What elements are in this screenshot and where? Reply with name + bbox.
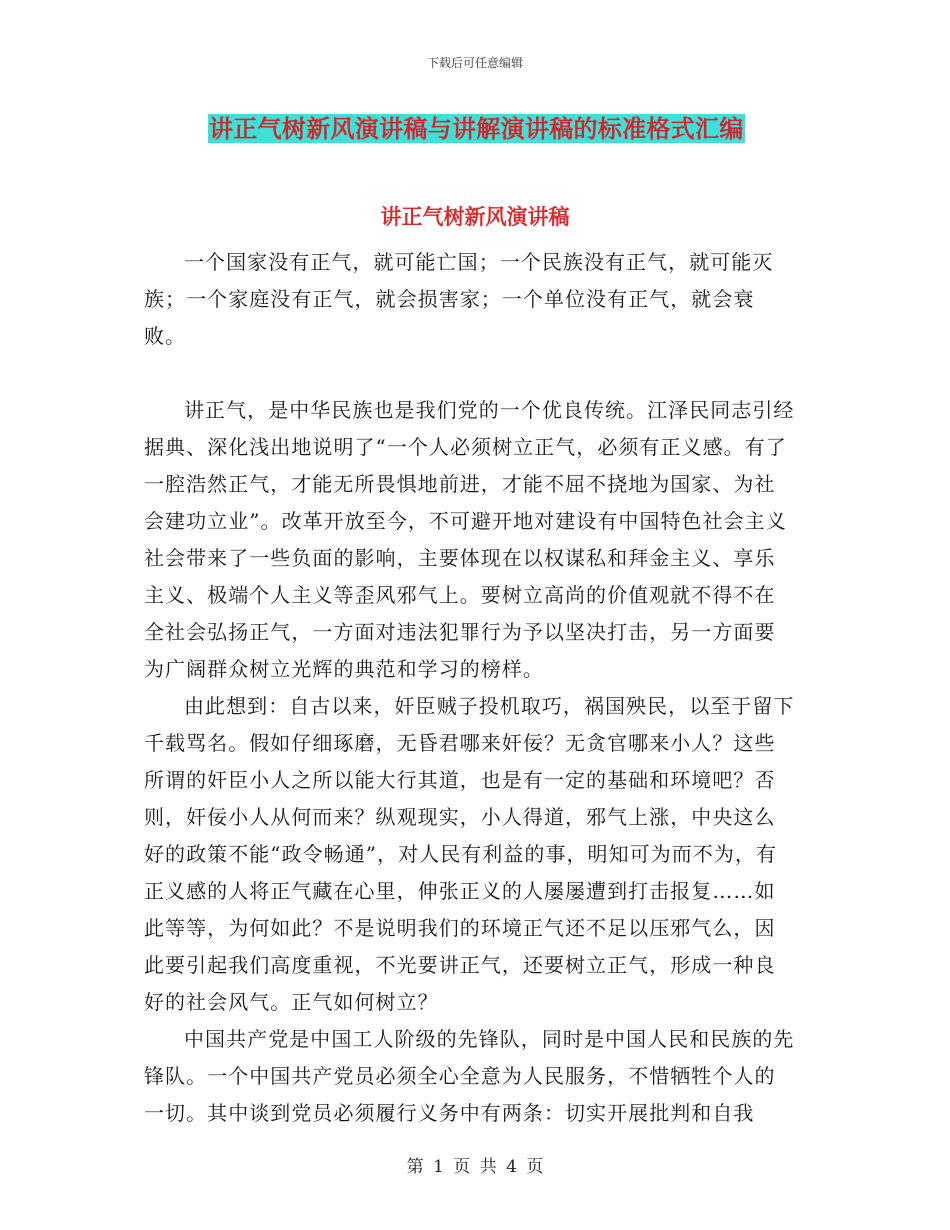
paragraph: 一个国家没有正气，就可能亡国；一个民族没有正气，就可能灭族；一个家庭没有正气，就会损害家；一个单位没有正气，就会衰败。 xyxy=(144,250,774,348)
header-note: 下载后可任意编辑 xyxy=(426,56,523,70)
paragraph: 讲正气，是中华民族也是我们党的一个优良传统。江泽民同志引经据典、深化浅出地说明了“一个人必须树立正气，必须有正义感。有了一腔浩然正气，才能无所畏惧地前进，才能不屈不挠地为国家、为社会建功立业”。改革开放至今，不可避开地对建设有中国特色社会主义社会带来了一些负面的影响，主要体现在以权谋私和拜金主义、享乐主义、极端个人主义等歪风邪气上。要树立高尚的价值观就不得不在全社会弘扬正气，一方面对违法犯罪行为予以坚决打击，另一方面要为广阔群众树立光辉的典范和学习的榜样。 xyxy=(144,398,795,681)
document-title xyxy=(208,112,745,146)
section-title: 讲正气树新风演讲稿 xyxy=(380,204,570,229)
paragraph: 中国共产党是中国工人阶级的先锋队，同时是中国人民和民族的先锋队。一个中国共产党员必须全心全意为人民服务，不惜牺牲个人的一切。其中谈到党员必须履行义务中有两条：切实开展批判和自我 xyxy=(144,1027,795,1125)
document-title-text: 讲正气树新风演讲稿与讲解演讲稿的标准格式汇编 xyxy=(209,114,744,143)
page-number: 第 1 页 共 4 页 xyxy=(406,1157,544,1177)
paragraph: 由此想到：自古以来，奸臣贼子投机取巧，祸国殃民，以至于留下千载骂名。假如仔细琢磨，无昏君哪来奸佞？无贪官哪来小人？这些所谓的奸臣小人之所以能大行其道，也是有一定的基础和环境吧？否则，奸佞小人从何而来？纵观现实，小人得道，邪气上涨，中央这么好的政策不能“政令畅通”，对人民有利益的事，明知可为而不为，有正义感的人将正气藏在心里，伸张正义的人屡屡遭到打击报复……如此等等，为何如此？不是说明我们的环境正气还不足以压邪气么，因此要引起我们高度重视，不光要讲正气，还要树立正气，形成一种良好的社会风气。正气如何树立？ xyxy=(144,694,795,1014)
document-body xyxy=(144,244,796,1132)
